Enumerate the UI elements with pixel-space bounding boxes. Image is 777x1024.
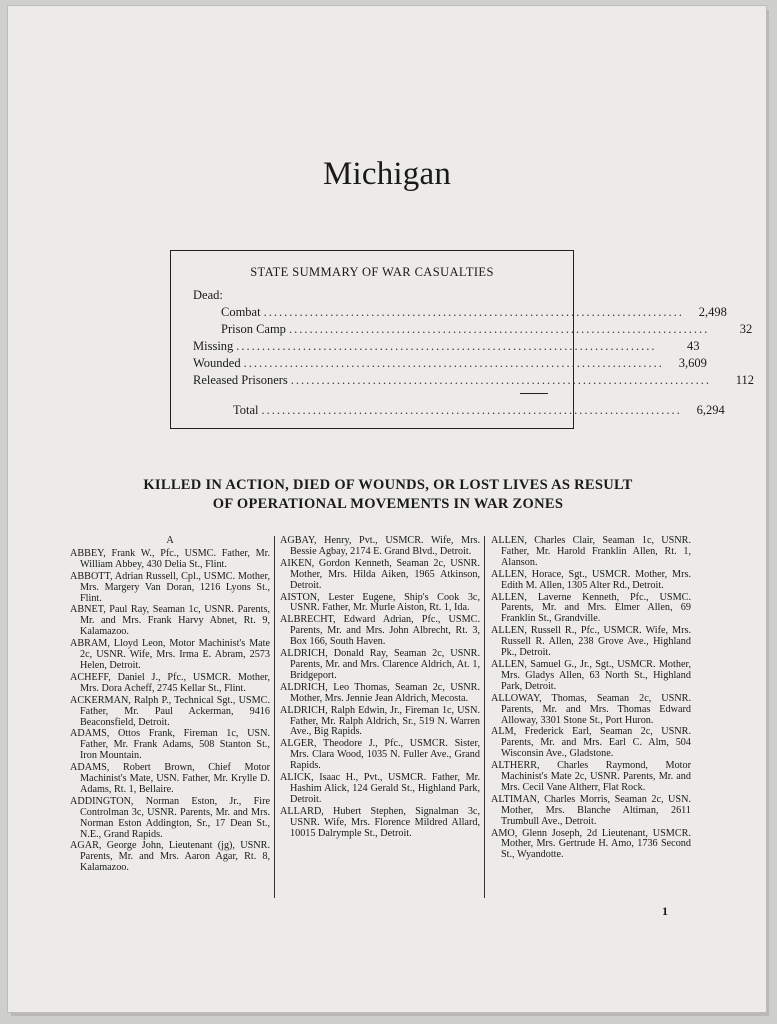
casualty-entry: ALICK, Isaac H., Pvt., USMCR. Father, Mr. Hashim Alick, 124 Gerald St., Highland Park, Detroit.: [280, 772, 480, 805]
summary-value: 6,294: [696, 403, 725, 417]
section-letter: A: [166, 535, 174, 546]
summary-row-prison-camp: Prison Camp .................................................................................. 32: [221, 322, 753, 336]
column-divider: [484, 536, 485, 898]
casualty-entry: ALLEN, Charles Clair, Seaman 1c, USNR. Father, Mr. Harold Franklin Allen, Rt. 1, Alanson.: [491, 535, 691, 568]
casualty-entry: ABBOTT, Adrian Russell, Cpl., USMC. Mother, Mrs. Margery Van Doran, 1216 Lyons St., Flint.: [70, 570, 270, 604]
summary-label: Missing: [193, 339, 234, 353]
summary-value: 3,609: [678, 356, 707, 370]
casualty-entry: ALDRICH, Donald Ray, Seaman 2c, USNR. Parents, Mr. and Mrs. Clarence Aldrich, At. 1, Bridgeport.: [280, 648, 480, 681]
casualty-entry: ALM, Frederick Earl, Seaman 2c, USNR. Parents, Mr. and Mrs. Earl C. Alm, 504 Wisconsin Ave., Gladstone.: [491, 726, 691, 760]
casualty-entry: AISTON, Lester Eugene, Ship's Cook 3c, USNR. Father, Mr. Murle Aiston, Rt. 1, Ida.: [280, 591, 480, 614]
casualty-column-3: [491, 536, 691, 862]
casualty-entry: ALBRECHT, Edward Adrian, Pfc., USMC. Parents, Mr. and Mrs. John Albrecht, Rt. 3, Box 166, South Haven.: [280, 614, 480, 648]
casualty-entry: ABNET, Paul Ray, Seaman 1c, USNR. Parents, Mr. and Mrs. Frank Harvy Abnet, Rt. 9, Kalamazoo.: [70, 604, 270, 638]
summary-value: 43: [687, 339, 700, 353]
page-number: 1: [662, 904, 668, 918]
section-heading: [38, 476, 738, 514]
casualty-entry: ACHEFF, Daniel J., Pfc., USMCR. Mother, Mrs. Dora Acheff, 2745 Kellar St., Flint.: [70, 671, 270, 694]
casualty-entry: ABRAM, Lloyd Leon, Motor Machinist's Mate 2c, USNR. Wife, Mrs. Irma E. Abram, 2573 Helen, Detroit.: [70, 638, 270, 671]
summary-heading: STATE SUMMARY OF WAR CASUALTIES: [250, 265, 494, 279]
casualty-entry: ALLEN, Laverne Kenneth, Pfc., USMC. Parents, Mr. and Mrs. Elmer Allen, 69 Franklin St., Grandville.: [491, 591, 691, 625]
casualty-entry: ALTHERR, Charles Raymond, Motor Machinist's Mate 2c, USNR. Parents, Mr. and Mrs. Cecil Vane Altherr, Flat Rock.: [491, 760, 691, 793]
casualty-entry: ADDINGTON, Norman Eston, Jr., Fire Controlman 3c, USNR. Parents, Mr. and Mrs. Norman Eston Addington, Sr., 17 Dean St., N.E., Grand Rapids.: [70, 795, 270, 840]
summary-total-rule: [520, 393, 548, 394]
summary-row-missing: Missing .................................................................................. 43: [193, 339, 700, 353]
casualty-entry: ACKERMAN, Ralph P., Technical Sgt., USMC. Father, Mr. Paul Ackerman, 9416 Beaconsfield, Detroit.: [70, 694, 270, 728]
casualty-entry: ALLEN, Samuel G., Jr., Sgt., USMCR. Mother, Mrs. Gladys Allen, 63 North St., Highland Park, Detroit.: [491, 658, 691, 692]
summary-row-dead: [193, 287, 549, 303]
casualty-column-2: [280, 536, 480, 840]
casualty-entry: AIKEN, Gordon Kenneth, Seaman 2c, USNR. Mother, Mrs. Hilda Aiken, 1965 Atkinson, Detroit.: [280, 557, 480, 591]
summary-label: Total: [233, 403, 259, 417]
casualty-entry: AMO, Glenn Joseph, 2d Lieutenant, USMCR. Mother, Mrs. Gertrude H. Amo, 1736 Second St., Wyandotte.: [491, 827, 691, 861]
summary-row-released-prisoners: Released Prisoners .................................................................................. 112: [193, 373, 755, 387]
casualty-column-1: [70, 536, 270, 875]
summary-row-wounded: Wounded .................................................................................. 3,609: [193, 356, 707, 370]
casualty-entry: ALGER, Theodore J., Pfc., USMCR. Sister, Mrs. Clara Wood, 1035 N. Fuller Ave., Grand Rapids.: [280, 738, 480, 772]
summary-row-combat: Combat .................................................................................. 2,498: [221, 305, 727, 319]
casualty-entry: ALDRICH, Leo Thomas, Seaman 2c, USNR. Mother, Mrs. Jennie Jean Aldrich, Mecosta.: [280, 681, 480, 704]
summary-label: Wounded: [193, 356, 241, 370]
casualty-entry: AGAR, George John, Lieutenant (jg), USNR. Parents, Mr. and Mrs. Aaron Agar, Rt. 8, Kalamazoo.: [70, 840, 270, 874]
summary-label: Dead:: [193, 288, 223, 302]
casualty-entry: ALLEN, Horace, Sgt., USMCR. Mother, Mrs. Edith M. Allen, 1305 Alter Rd., Detroit.: [491, 568, 691, 591]
summary-label: Combat: [221, 305, 261, 319]
casualty-entry: ABBEY, Frank W., Pfc., USMC. Father, Mr. William Abbey, 430 Delia St., Flint.: [70, 547, 270, 570]
summary-value: 32: [739, 322, 753, 336]
page-title: Michigan: [322, 156, 452, 192]
section-heading-line-2: OF OPERATIONAL MOVEMENTS IN WAR ZONES: [212, 496, 564, 512]
casualty-entry: ALLOWAY, Thomas, Seaman 2c, USNR. Parents, Mr. and Mrs. Thomas Edward Alloway, 3301 Stone St., Port Huron.: [491, 692, 691, 726]
casualty-entry: ALLARD, Hubert Stephen, Signalman 3c, USNR. Wife, Mrs. Florence Mildred Allard, 10015 Dalrymple St., Detroit.: [280, 805, 480, 839]
document-page: [8, 6, 766, 1012]
section-heading-line-1: KILLED IN ACTION, DIED OF WOUNDS, OR LOST LIVES AS RESULT: [143, 477, 633, 493]
casualty-entry: ALTIMAN, Charles Morris, Seaman 2c, USN. Mother, Mrs. Blanche Altiman, 2611 Trumbull Ave., Detroit.: [491, 793, 691, 827]
summary-value: 112: [735, 373, 755, 387]
casualty-entry: ADAMS, Robert Brown, Chief Motor Machinist's Mate, USN. Father, Mr. Krylle D. Adams, Rt. 1, Bellaire.: [70, 762, 270, 795]
casualty-entry: ALDRICH, Ralph Edwin, Jr., Fireman 1c, USN. Father, Mr. Ralph Aldrich, Sr., 519 N. Warren Ave., Big Rapids.: [280, 704, 480, 738]
summary-label: Released Prisoners: [193, 373, 288, 387]
casualty-entry: AGBAY, Henry, Pvt., USMCR. Wife, Mrs. Bessie Agbay, 2174 E. Grand Blvd., Detroit.: [280, 535, 480, 557]
summary-row-total: Total .................................................................................. 6,294: [233, 403, 725, 417]
column-divider: [274, 536, 275, 898]
casualty-summary-box: [170, 250, 755, 429]
summary-label: Prison Camp: [221, 322, 286, 336]
casualty-entry: ADAMS, Ottos Frank, Fireman 1c, USN. Father, Mr. Frank Adams, 508 Stanton St., Iron Mountain.: [70, 728, 270, 762]
casualty-entry: ALLEN, Russell R., Pfc., USMCR. Wife, Mrs. Russell R. Allen, 238 Grove Ave., Highland Pk., Detroit.: [491, 625, 691, 659]
summary-value: 2,498: [698, 305, 727, 319]
